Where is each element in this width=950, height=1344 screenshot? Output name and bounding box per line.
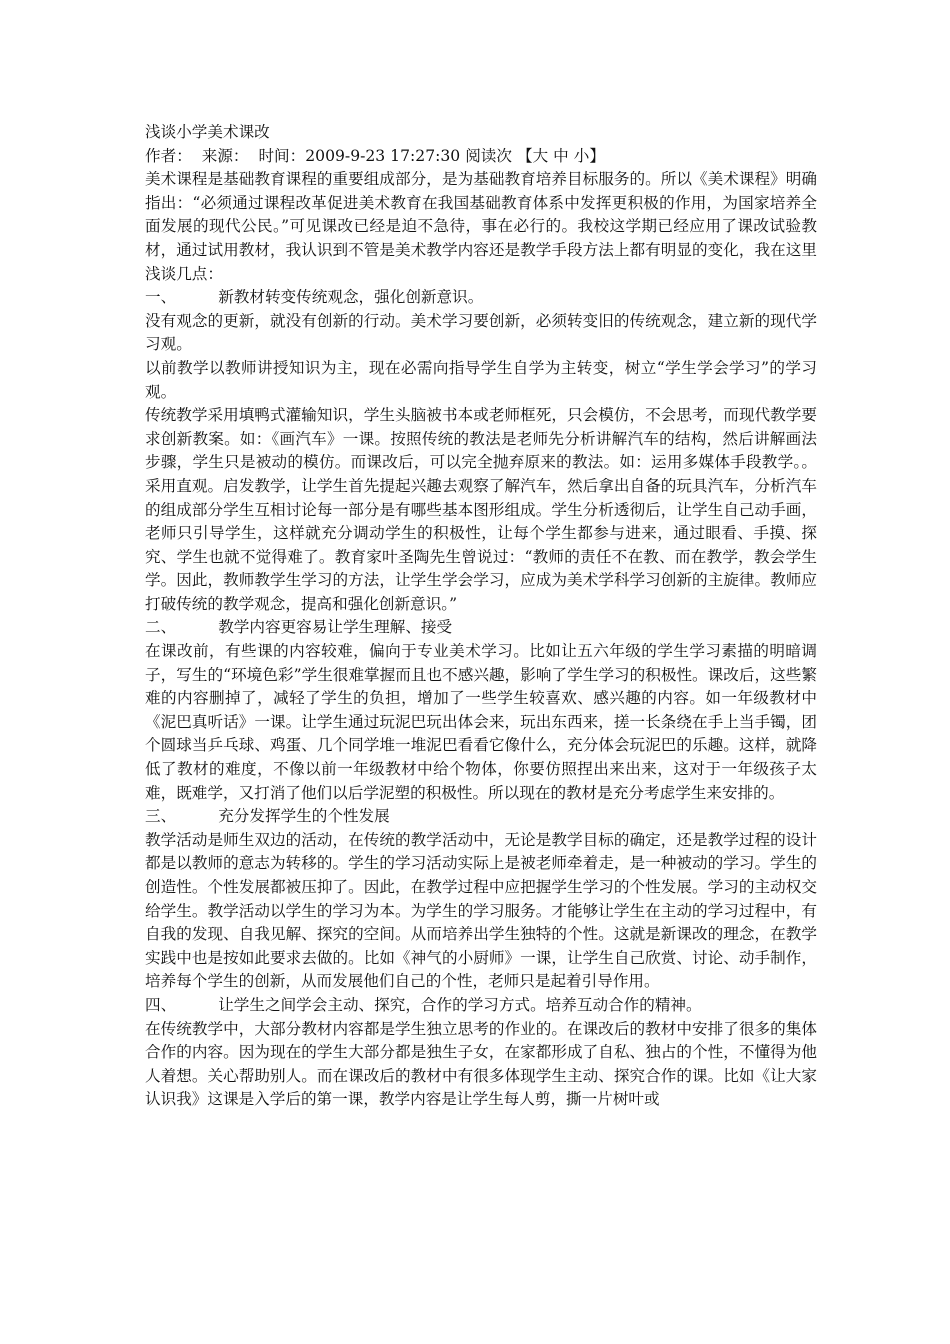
- paragraph: 在课改前，有些课的内容较难，偏向于专业美术学习。比如让五六年级的学生学习素描的明暗调子，写生的“环境色彩”学生很难掌握而且也不感兴趣，影响了学生学习的积极性。课改后，这些繁难的内容删掉了，减轻了学生的负担，增加了一些学生较喜欢、感兴趣的内容。如一年级教材中《泥巴真听话》一课。让学生通过玩泥巴玩出体会来，玩出东西来，搓一长条绕在手上当手镯，团个圆球当乒乓球、鸡蛋、几个同学堆一堆泥巴看看它像什么，充分体会玩泥巴的乐趣。这样，就降低了教材的难度，不像以前一年级教材中给个物体，你要仿照捏出来出来，这对于一年级孩子太难，既难学，又打消了他们以后学泥塑的积极性。所以现在的教材是充分考虑学生来安排的。: [145, 642, 817, 802]
- section-title: 教学内容更容易让学生理解、接受: [218, 618, 453, 637]
- paragraph: 以前教学以教师讲授知识为主，现在必需向指导学生自学为主转变，树立“学生学会学习”的学习观。: [145, 358, 817, 401]
- read-count-label: 阅读次: [465, 146, 512, 165]
- paragraph: 没有观念的更新，就没有创新的行动。美术学习要创新，必须转变旧的传统观念，建立新的现代学习观。: [145, 311, 817, 354]
- section-heading-2: [145, 616, 817, 640]
- paragraph: 教学活动是师生双边的活动，在传统的教学活动中，无论是教学目标的确定，还是教学过程的设计都是以教师的意志为转移的。学生的学习活动实际上是被老师牵着走，是一种被动的学习。学生的创造性。个性发展都被压抑了。因此，在教学过程中应把握学生学习的个性发展。学习的主动权交给学生。教学活动以学生的学习为本。为学生的学习服务。才能够让学生在主动的学习过程中，有自我的发现、自我见解、探究的空间。从而培养出学生独特的个性。这就是新课改的理念，在教学实践中也是按如此要求去做的。比如《神气的小厨师》一课，让学生自己欣赏、讨论、动手制作，培养每个学生的创新，从而发展他们自己的个性，老师只是起着引导作用。: [145, 830, 817, 991]
- author-label: 作者：: [145, 146, 192, 165]
- time-label: 时间：: [258, 146, 306, 165]
- intro-paragraph: 美术课程是基础教育课程的重要组成部分，是为基础教育培养目标服务的。所以《美术课程》明确指出：“必须通过课程改革促进美术教育在我国基础教育体系中发挥更积极的作用，为国家培养全面发展的现代公民。”可见课改已经是迫不急待，事在必行的。我校这学期已经应用了课改试验教材，通过试用教材，我认识到不管是美术教学内容还是教学手段方法上都有明显的变化，我在这里浅谈几点：: [145, 170, 817, 283]
- paragraph: 传统教学采用填鸭式灌输知识，学生头脑被书本或老师框死，只会模仿，不会思考，而现代教学要求创新教案。如：《画汽车》一课。按照传统的教法是老师先分析讲解汽车的结构，然后讲解画法步骤，学生只是被动的模仿。而课改后，可以完全抛弃原来的教法。如：运用多媒体手段教学。。采用直观。启发教学，让学生首先提起兴趣去观察了解汽车，然后拿出自备的玩具汽车，分析汽车的组成部分学生互相讨论每一部分是有哪些基本图形组成。学生分析透彻后，让学生自己动手画，老师只引导学生，这样就充分调动学生的积极性，让每个学生都参与进来，通过眼看、手摸、探究、学生也就不觉得难了。教育家叶圣陶先生曾说过：“教师的责任不在教、而在教学，教会学生学。因此，教师教学生学习的方法，让学生学会学习，应成为美术学科学习创新的主旋律。教师应打破传统的教学观念，提高和强化创新意识。”: [145, 406, 817, 613]
- font-size-medium-link[interactable]: 中: [553, 146, 569, 165]
- section-title: 充分发挥学生的个性发展: [218, 807, 390, 826]
- section-heading-3: [145, 805, 817, 829]
- font-size-large-link[interactable]: 大: [532, 146, 549, 165]
- time-value: 2009-9-23 17:27:30: [305, 146, 461, 165]
- article-meta: [145, 145, 817, 169]
- font-size-bracket-close: 】: [589, 146, 605, 165]
- section-heading-4: [145, 994, 817, 1018]
- article: [145, 121, 817, 1112]
- font-size-small-link[interactable]: 小: [573, 146, 590, 165]
- article-title: 浅谈小学美术课改: [145, 123, 270, 141]
- section-number: 三、: [145, 807, 177, 826]
- section-number: 一、: [145, 288, 177, 307]
- section-heading-1: [145, 286, 817, 310]
- section-number: 四、: [145, 995, 177, 1014]
- source-label: 来源：: [201, 146, 249, 165]
- section-title: 让学生之间学会主动、探究，合作的学习方式。培养互动合作的精神。: [218, 995, 702, 1014]
- section-title: 新教材转变传统观念，强化创新意识。: [218, 288, 484, 307]
- section-number: 二、: [145, 618, 177, 637]
- paragraph: 在传统教学中，大部分教材内容都是学生独立思考的作业的。在课改后的教材中安排了很多的集体合作的内容。因为现在的学生大部分都是独生子女，在家都形成了自私、独占的个性，不懂得为他人着想。关心帮助别人。而在课改后的教材中有很多体现学生主动、探究合作的课。比如《让大家认识我》这课是入学后的第一课，教学内容是让学生每人剪，撕一片树叶或: [145, 1019, 817, 1109]
- font-size-bracket-open: 【: [516, 146, 533, 165]
